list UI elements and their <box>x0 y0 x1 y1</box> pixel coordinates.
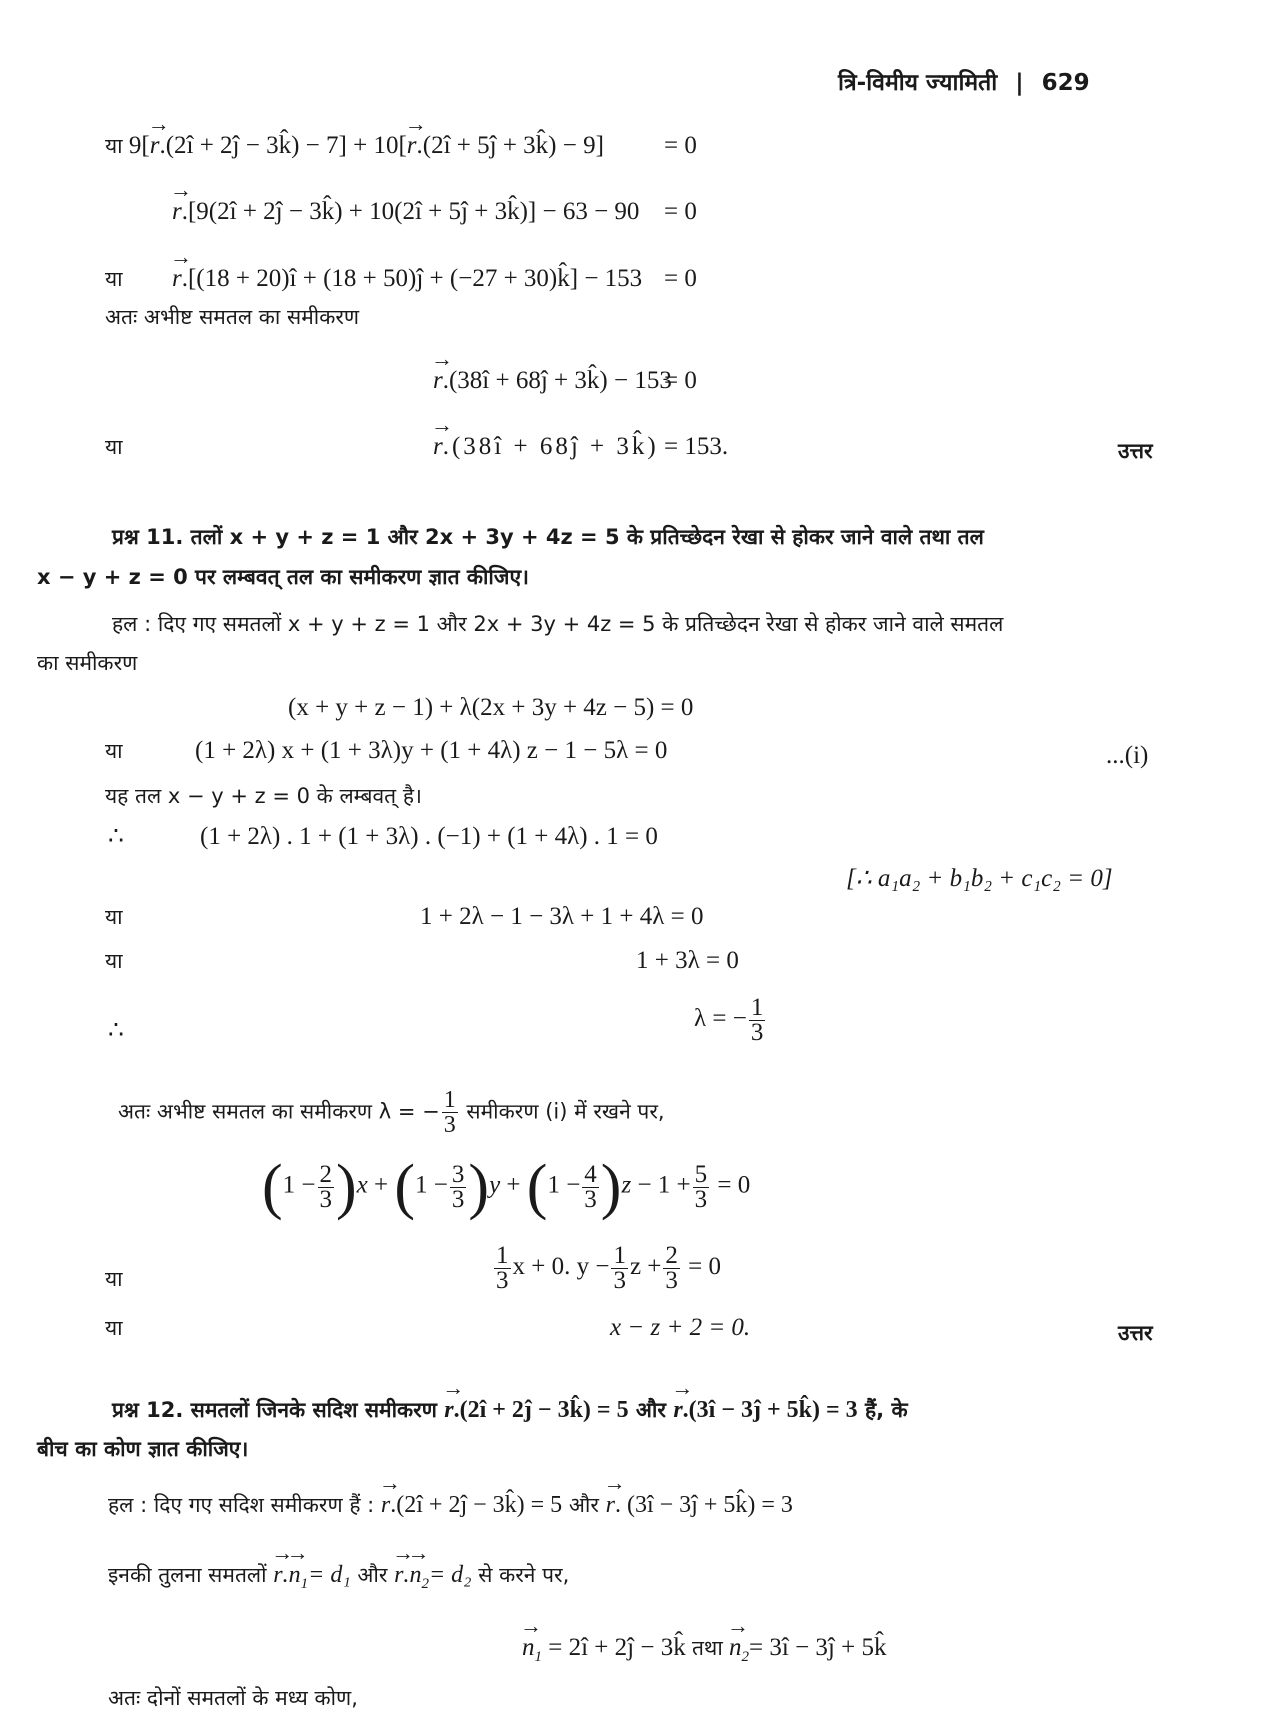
q12-number: प्रश्न 12. <box>112 1398 184 1422</box>
q11-condition: [∴ a₁a₂ + b₁b₂ + c₁c₂ = 0] <box>846 865 1113 892</box>
substitute-suffix: समीकरण (i) में रखने पर, <box>466 1099 665 1124</box>
label-ya: या <box>105 435 123 459</box>
q11-eq4: 1 + 2λ − 1 − 3λ + 1 + 4λ = 0 <box>420 903 704 930</box>
q11-eq5: 1 + 3λ = 0 <box>636 947 739 974</box>
eq-part: .(2î + 5ĵ + 3k̂) − 9] <box>416 132 604 159</box>
eq-part: .(3î − 3ĵ + 5k̂) = 3 <box>682 1397 858 1423</box>
fraction-numerator: 2 <box>665 1242 678 1269</box>
q11-eq1: (x + y + z − 1) + λ(2x + 3y + 4z − 5) = 0 <box>288 694 694 721</box>
eq-part: = d₂ <box>428 1562 472 1588</box>
eq-part: = 2î + 2ĵ − 3k̂ <box>548 1634 686 1661</box>
conjunction: और <box>357 1563 388 1587</box>
eq-part: .[9(2î + 2ĵ − 3k̂) + 10(2î + 5ĵ + 3k̂)] − 63 − 90 <box>181 198 640 225</box>
label-ya: या <box>105 267 123 291</box>
eq-part: .(38î + 68ĵ + 3k̂) <box>442 433 659 460</box>
fraction-denominator: 3 <box>613 1267 626 1294</box>
fraction-numerator: 4 <box>584 1160 597 1188</box>
fraction-numerator: 1 <box>750 994 764 1021</box>
fraction-numerator: 3 <box>451 1160 465 1188</box>
q11-lambda-value <box>694 996 767 1045</box>
eq-part: . (3î − 3ĵ + 5k̂) = 3 <box>614 1492 793 1518</box>
vector-r: → r <box>381 1490 390 1520</box>
q11-perpendicular-text: यह तल x − y + z = 0 के लम्बवत् है। <box>105 784 422 808</box>
equation-line-4 <box>433 366 672 396</box>
q11-solution-intro-2: का समीकरण <box>37 651 138 675</box>
label-ya: या <box>105 739 123 763</box>
q11-statement <box>112 522 984 552</box>
equation-line-5 <box>433 432 659 462</box>
vector-r: → r <box>407 131 417 161</box>
vector-n2: → $n_2$ <box>729 1633 749 1672</box>
q11-eq6: (1 − $\frac{2}{3}$ )x + (1 − $\frac{3}{3}$ )y + (1 − $\frac{4}{3}$ )z − 1 + $\frac{5}{3}$ = 0 <box>262 1153 751 1221</box>
label-ya: या <box>105 1316 123 1340</box>
equation-rhs: = 0 <box>688 1253 722 1281</box>
q11-final-eq: x − z + 2 = 0. <box>610 1314 751 1341</box>
q12-compare-text: इनकी तुलना समतलों <box>108 1563 267 1587</box>
vector-r: → r <box>444 1395 453 1425</box>
q12-angle-text: अतः दोनों समतलों के मध्य कोण, <box>108 1686 358 1710</box>
equation-rhs: = 0 <box>664 198 697 225</box>
therefore-symbol: ∴ <box>108 1017 124 1044</box>
vector-r: → r <box>172 197 182 227</box>
answer-label: उत्तर <box>1118 1321 1153 1345</box>
conjunction: तथा <box>691 1636 723 1660</box>
fraction-numerator: 5 <box>694 1160 708 1188</box>
fraction-numerator: 1 <box>443 1087 456 1113</box>
q12-solution-line1 <box>108 1490 793 1520</box>
q11-number: प्रश्न 11. <box>112 525 184 549</box>
q11-eq3: (1 + 2λ) . 1 + (1 + 3λ) . (−1) + (1 + 4λ) . 1 = 0 <box>200 823 658 850</box>
equation-rhs: = 0 <box>717 1171 751 1199</box>
fraction-numerator: 1 <box>496 1242 509 1269</box>
page-number: 629 <box>1041 70 1090 96</box>
conjunction: और <box>635 1398 666 1422</box>
lambda-lhs: λ = − <box>694 1005 747 1033</box>
fraction-numerator: 1 <box>613 1242 626 1269</box>
q12-statement-line2: बीच का कोण ज्ञात कीजिए। <box>37 1437 249 1461</box>
eq-part: .(2î + 2ĵ − 3k̂) − 7] + 10[ <box>159 132 407 159</box>
eq-part: = d₁ <box>308 1562 351 1588</box>
conjunction: और <box>568 1493 599 1517</box>
fraction-numerator: 2 <box>319 1160 333 1188</box>
running-header <box>838 68 1090 98</box>
q12-statement <box>112 1395 908 1425</box>
vector-n1: → $n_1$ <box>289 1560 309 1599</box>
fraction-denominator: 3 <box>694 1185 708 1213</box>
vector-r: → r <box>273 1560 282 1590</box>
chapter-title: त्रि-विमीय ज्यामिती <box>838 70 998 96</box>
label-ya: या <box>105 134 123 158</box>
vector-r: → r <box>606 1490 615 1520</box>
fraction-denominator: 3 <box>665 1267 678 1294</box>
vector-r: → r <box>433 432 443 462</box>
fraction-denominator: 3 <box>443 1112 456 1138</box>
q12-text: समतलों जिनके सदिश समीकरण <box>190 1398 437 1422</box>
q12-normals <box>522 1633 886 1672</box>
substitute-prefix: अतः अभीष्ट समतल का समीकरण λ = − <box>118 1099 440 1124</box>
q11-text: तलों x + y + z = 1 और 2x + 3y + 4z = 5 के प्रतिच्छेदन रेखा से होकर जाने वाले तथा तल <box>190 525 984 549</box>
vector-r: → r <box>433 366 443 396</box>
eq-part: x + 0. y − <box>512 1253 610 1281</box>
eq-part: z + <box>629 1253 662 1281</box>
fraction-denominator: 3 <box>451 1185 465 1213</box>
q12-solution-text: हल : दिए गए सदिश समीकरण हैं : <box>108 1493 375 1517</box>
q12-text: हैं, के <box>865 1398 908 1422</box>
equation-rhs: = 153. <box>664 433 729 460</box>
eq-part: 9[ <box>128 132 150 159</box>
equation-line-1 <box>105 131 604 161</box>
label-ya: या <box>105 949 123 973</box>
eq-part: .(2î + 2ĵ − 3k̂) = 5 <box>390 1492 563 1518</box>
q11-substitute-text <box>118 1088 665 1137</box>
answer-label: उत्तर <box>1118 439 1153 463</box>
eq-part: = 3î − 3ĵ + 5k̂ <box>749 1634 887 1661</box>
equation-line-3 <box>172 264 642 294</box>
vector-r: → r <box>150 131 160 161</box>
eq-part: .(38î + 68ĵ + 3k̂) − 153 <box>442 367 672 394</box>
therefore-symbol: ∴ <box>108 823 124 850</box>
q12-compare-line: इनकी तुलना समतलों → $r.\to n_1= d_1$ और → $r.\to n_2= d_2$ से करने पर, <box>108 1560 569 1599</box>
eq-part: .(2î + 2ĵ − 3k̂) = 5 <box>453 1397 629 1423</box>
fraction-denominator: 3 <box>319 1185 333 1213</box>
header-separator: | <box>1015 70 1024 96</box>
vector-n2: → $n_2$ <box>409 1560 429 1599</box>
q12-compare-text: से करने पर, <box>478 1563 570 1587</box>
label-ya: या <box>105 1267 123 1291</box>
plane-equation-label: अतः अभीष्ट समतल का समीकरण <box>105 305 360 329</box>
fraction-denominator: 3 <box>750 1019 764 1046</box>
equation-rhs: = 0 <box>664 367 697 394</box>
equation-tag: ...(i) <box>1106 742 1149 769</box>
eq-part: .[(18 + 20)î + (18 + 50)ĵ + (−27 + 30)k̂] − 153 <box>181 265 643 292</box>
q11-solution-intro: हल : दिए गए समतलों x + y + z = 1 और 2x + 3y + 4z = 5 के प्रतिच्छेदन रेखा से होकर जाने वाले समतल <box>112 612 1004 636</box>
q11-statement-line2: x − y + z = 0 पर लम्बवत् तल का समीकरण ज्ञात कीजिए। <box>37 565 530 589</box>
fraction-denominator: 3 <box>584 1185 597 1213</box>
vector-r: → r <box>394 1560 403 1590</box>
vector-n1: → $n_1$ <box>522 1633 542 1672</box>
equation-line-2 <box>172 197 639 227</box>
q11-eq2: (1 + 2λ) x + (1 + 3λ)y + (1 + 4λ) z − 1 − 5λ = 0 <box>195 737 668 764</box>
vector-r: → r <box>172 264 182 294</box>
equation-rhs: = 0 <box>664 265 697 292</box>
label-ya: या <box>105 905 123 929</box>
equation-rhs: = 0 <box>664 132 697 159</box>
vector-r: → r <box>673 1395 682 1425</box>
q11-eq7 <box>492 1244 721 1293</box>
fraction-denominator: 3 <box>496 1267 509 1294</box>
